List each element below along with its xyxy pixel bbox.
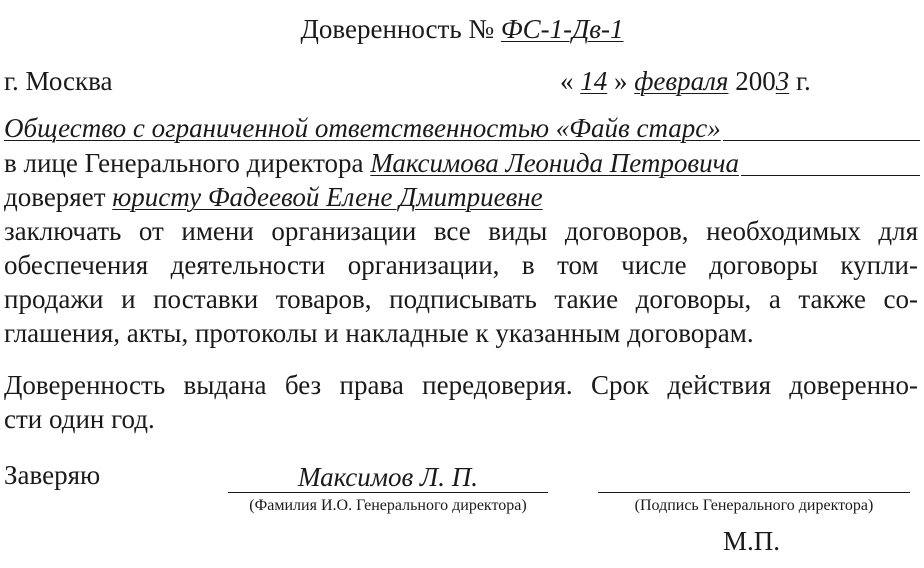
director-name: Максимов Л. П. xyxy=(228,462,548,493)
signature-caption: (Подпись Генерального директора) xyxy=(634,497,874,514)
powers-line: заключать от имени организации все виды договоров, необходимых для xyxy=(4,216,918,246)
attorney-row xyxy=(4,182,920,213)
signature-line xyxy=(598,462,910,493)
attorney-name: юристу Фадеевой Елене Дмитриевне xyxy=(112,182,543,212)
organization-blank-line xyxy=(723,113,920,141)
date-year-suffix: г. xyxy=(795,66,811,96)
powers-line: продажи и поставки товаров, подписывать такие договоры, а также со- xyxy=(4,284,918,314)
terms-line: Доверенность выдана без права передоверия. Срок действия доверенно- xyxy=(4,370,918,400)
issue-date xyxy=(560,66,811,97)
date-day: 14 xyxy=(580,66,608,96)
trust-prefix: доверяет xyxy=(4,182,106,212)
date-year-last-digit: 3 xyxy=(775,66,790,96)
date-month: февраля xyxy=(634,66,729,96)
city: г. Москва xyxy=(4,66,113,96)
terms-line: сти один год. xyxy=(4,404,155,434)
date-year-prefix: 200 xyxy=(735,66,776,96)
representative-blank-line xyxy=(741,148,920,176)
representative-prefix: в лице Генерального директора xyxy=(4,148,364,178)
date-quote-close: » xyxy=(614,66,628,96)
title-prefix: Доверенность № xyxy=(300,14,495,44)
powers-line: обеспечения деятельности организации, в том числе договоры купли- xyxy=(4,250,918,280)
organization-name: Общество с ограниченной ответственностью «Файв старс» xyxy=(4,113,721,143)
document-title xyxy=(0,14,924,45)
seal-label: М.П. xyxy=(723,526,781,556)
powers-paragraph xyxy=(4,214,918,350)
certify-label: Заверяю xyxy=(4,460,101,490)
representative-name: Максимова Леонида Петровича xyxy=(370,148,739,178)
powers-line: глашения, акты, протоколы и накладные к указанным договорам. xyxy=(4,318,754,348)
document-number: ФС-1-Дв-1 xyxy=(500,14,624,44)
date-quote-open: « xyxy=(560,66,574,96)
terms-paragraph xyxy=(4,368,918,436)
representative-row xyxy=(4,148,920,179)
director-name-caption: (Фамилия И.О. Генерального директора) xyxy=(249,497,527,514)
organization-row xyxy=(4,113,920,144)
